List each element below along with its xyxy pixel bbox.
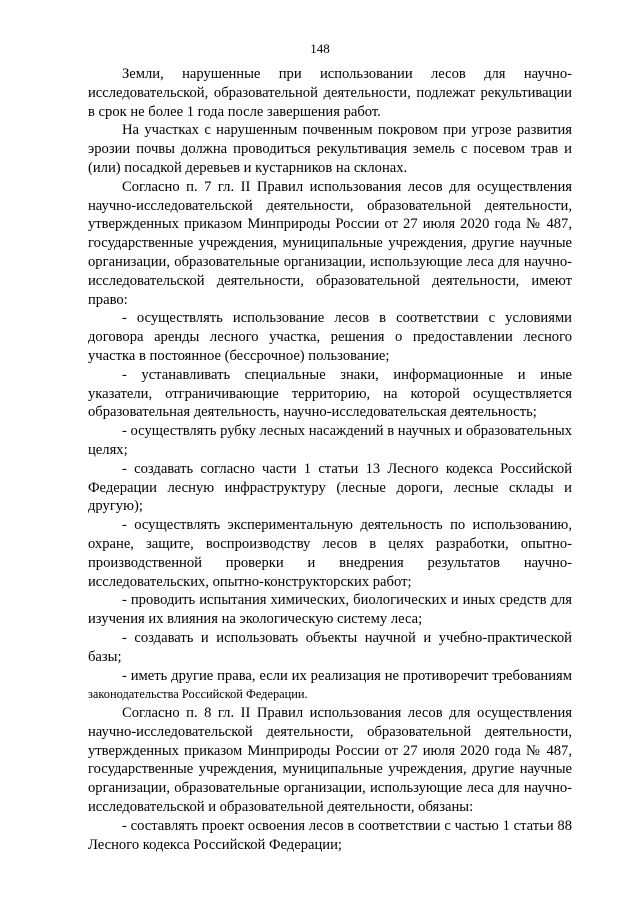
page-number: 148: [310, 41, 330, 56]
list-item-text: - иметь другие права, если их реализация не противоречит требованиям: [122, 667, 572, 684]
document-body: [88, 65, 572, 854]
list-item: [88, 667, 572, 705]
paragraph: Земли, нарушенные при использовании лесов для научно-исследовательской, образовательной деятельности, подлежат рекультивации в срок не более 1 года после завершения работ.: [88, 66, 572, 120]
paragraph: На участках с нарушенным почвенным покровом при угрозе развития эрозии почвы должна проводиться рекультивация земель с посевом трав и (или) посадкой деревьев и кустарников на склонах.: [88, 122, 572, 176]
list-item-small-text: законодательства Российской Федерации.: [88, 687, 308, 702]
list-item: - устанавливать специальные знаки, информационные и иные указатели, отграничивающие территорию, на которой осуществляется образовательная деятельность, научно-исследовательская деятельность;: [88, 366, 572, 421]
list-item: - составлять проект освоения лесов в соответствии с частью 1 статьи 88 Лесного кодекса Российской Федерации;: [88, 817, 572, 853]
list-item: - создавать согласно части 1 статьи 13 Лесного кодекса Российской Федерации лесную инфраструктуру (лесные дороги, лесные склады и другую);: [88, 460, 572, 515]
paragraph: Согласно п. 8 гл. II Правил использования лесов для осуществления научно-исследовательской деятельности, образовательной деятельности, утвержденных приказом Минприроды России от 27 июля 2020 года № 487, государственные учреждения, муниципальные учреждения, другие научные организации, образовательные организации, использующие леса для научно-исследовательской и образовательной деятельности, обязаны:: [88, 705, 572, 816]
paragraph: Согласно п. 7 гл. II Правил использования лесов для осуществления научно-исследовательской деятельности, образовательной деятельности, утвержденных приказом Минприроды России от 27 июля 2020 года № 487, государственные учреждения, муниципальные учреждения, другие научные организации, образовательные организации, использующие леса для научно-исследовательской деятельности, образовательной деятельности, имеют право:: [88, 178, 572, 308]
list-item: - проводить испытания химических, биологических и иных средств для изучения их влияния на экологическую систему леса;: [88, 592, 572, 628]
list-item: - осуществлять рубку лесных насаждений в научных и образовательных целях;: [88, 423, 572, 458]
list-item: - создавать и использовать объекты научной и учебно-практической базы;: [88, 629, 572, 665]
list-item: - осуществлять использование лесов в соответствии с условиями договора аренды лесного участка, решения о предоставлении лесного участка в постоянное (бессрочное) пользование;: [88, 310, 572, 364]
list-item: - осуществлять экспериментальную деятельность по использованию, охране, защите, воспроизводству лесов в целях разработки, опытно-производственной проверки и внедрения результатов научно-исследовательских, опытно-конструкторских работ;: [88, 517, 572, 590]
